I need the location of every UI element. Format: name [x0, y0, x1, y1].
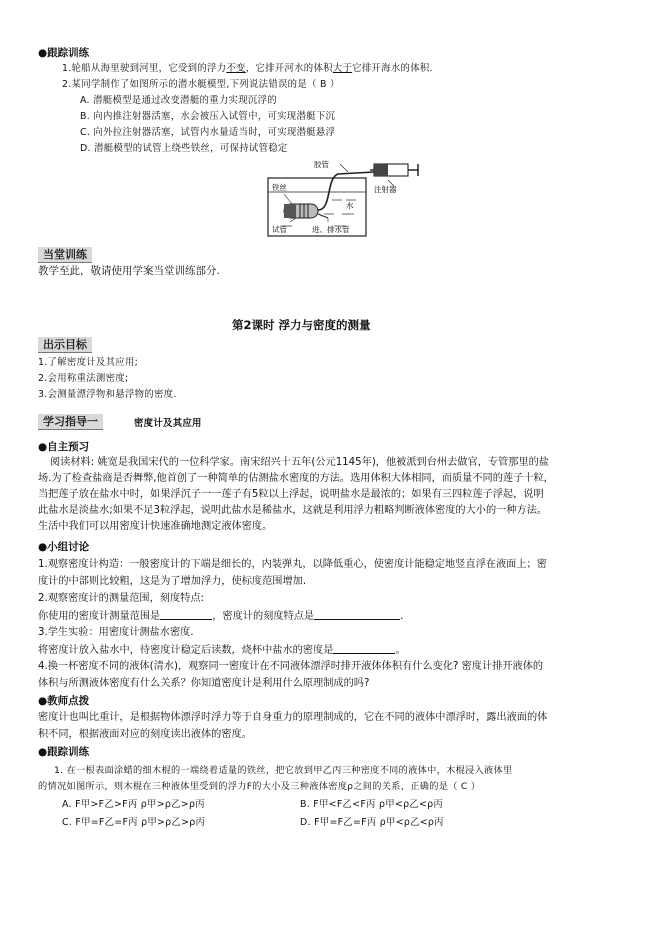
goal-3: 3.会测量漂浮物和悬浮物的密度. — [38, 389, 177, 400]
track-option-c: C. F甲=F乙=F丙 ρ甲>ρ乙>ρ丙 — [62, 817, 206, 828]
figure-label-pipe: 进、排水管 — [312, 225, 350, 234]
track-option-b: B. F甲<F乙<F丙 ρ甲<ρ乙<ρ丙 — [300, 799, 444, 810]
question-2-stem: 2.某同学制作了如图所示的潜水艇模型,下列说法错误的是（ B ） — [62, 79, 340, 90]
figure-label-syringe: 注射器 — [374, 185, 397, 194]
self-preview-heading: ●自主预习 — [38, 441, 90, 453]
preview-line-3: 当把莲子放在盐水中时，如果浮沉子一一莲子有5粒以上浮起，说明盐水是最浓的；如果有三四粒莲子浮起，说明 — [38, 489, 544, 500]
track-heading-2: ●跟踪训练 — [38, 746, 90, 758]
goal-1: 1.了解密度计及其应用; — [38, 357, 139, 368]
track-option-a: A. F甲>F乙>F丙 ρ甲>ρ乙>ρ丙 — [62, 799, 205, 810]
section-tag-objectives: 出示目标 — [38, 337, 92, 353]
submarine-model-figure — [262, 158, 422, 240]
track-option-d: D. F甲=F乙=F丙 ρ甲<ρ乙<ρ丙 — [300, 817, 444, 828]
class-practice-text: 教学至此，敬请使用学案当堂训练部分. — [38, 265, 220, 277]
discussion-3-title: 3.学生实验：用密度计测盐水密度. — [38, 627, 194, 638]
blank-density[interactable] — [333, 643, 395, 654]
option-a: A. 潜艇模型是通过改变潜艇的重力实现沉浮的 — [80, 95, 277, 106]
answer-1a: 不变 — [226, 63, 246, 74]
discussion-1-line-1: 1.观察密度计构造：一般密度计的下端是细长的，内装弹丸，以降低重心，使密度计能稳定地竖直浮在液面上；密 — [38, 559, 547, 570]
blank-scale[interactable] — [314, 609, 400, 620]
discussion-1-line-2: 度计的中部则比较粗，这是为了增加浮力，使标度范围增加. — [38, 576, 307, 587]
answer-1b: 大于 — [332, 63, 353, 74]
figure-label-water: 水 — [346, 201, 354, 210]
figure-label-wire: 铁丝 — [272, 183, 287, 192]
discussion-4-line-1: 4.换一杯密度不同的液体(清水)，观察同一密度计在不同液体漂浮时排开液体体积有什么变化? 密度计排开液体的 — [38, 661, 544, 672]
goal-2: 2.会用称重法测密度; — [38, 373, 129, 384]
group-discussion-heading: ●小组讨论 — [38, 541, 90, 553]
preview-line-2: 场.为了检查盐商是否舞弊,他首创了一种简单的估测盐水密度的方法。选用体积大体相同，而质量不同的莲子十粒， — [38, 473, 554, 484]
preview-line-5: 生活中我们可以用密度计快速准确地测定液体密度。 — [38, 521, 273, 532]
option-b: B. 向内推注射器活塞，水会被压入试管中，可实现潜艇下沉 — [80, 111, 336, 122]
section-tag-guide-1: 学习指导一 — [38, 414, 103, 430]
preview-line-1: 阅读材料: 姚宽是我国宋代的一位科学家。南宋绍兴十五年(公元1145年)，他被派到台州去做官，专管那里的盐 — [50, 457, 549, 468]
figure-label-test-tube: 试管 — [272, 225, 287, 234]
teacher-tips-line-1: 密度计也叫比重计，是根据物体漂浮时浮力等于自身重力的原理制成的，它在不同的液体中漂浮时，露出液面的体 — [38, 712, 548, 723]
section-tag-class-practice: 当堂训练 — [38, 247, 92, 263]
track-q1-line-2: 的情况如图所示，则木棍在三种液体里受到的浮力F的大小及三种液体密度ρ之间的关系，正确的是（ C ） — [38, 781, 481, 792]
teacher-tips-heading: ●教师点拨 — [38, 695, 90, 707]
discussion-3-body: 将密度计放入盐水中，待密度计稳定后读数，烧杯中盐水的密度是 。 — [38, 645, 406, 656]
discussion-4-line-2: 体积与所测液体密度有什么关系？你知道密度计是利用什么原理制成的吗? — [38, 678, 370, 689]
option-d: D. 潜艇模型的试管上绕些铁丝，可保持试管稳定 — [80, 143, 288, 154]
track-q1-line-1: 1. 在一根表面涂蜡的细木棍的一端绕着适量的铁丝，把它放到甲乙丙三种密度不同的液体中，木棍浸入液体里 — [54, 765, 513, 776]
preview-line-4: 此盐水是淡盐水;如果不足3粒浮起，说明此盐水是稀盐水，这就是利用浮力粗略判断液体密度的大小的一种方法。 — [38, 505, 548, 516]
discussion-2-body: 你使用的密度计测量范围是 ，密度计的刻度特点是 . — [38, 611, 404, 622]
track-heading-1: ●跟踪训练 — [38, 47, 90, 59]
discussion-2-title: 2.观察密度计的测量范围，刻度特点: — [38, 593, 204, 604]
guide-1-title: 密度计及其应用 — [134, 418, 202, 429]
question-1: 1.轮船从海里驶到河里，它受到的浮力不变，它排开河水的体积大于它排开海水的体积. — [62, 63, 433, 74]
blank-range[interactable] — [160, 609, 212, 620]
teacher-tips-line-2: 积不同，根据液面对应的刻度读出液体的密度。 — [38, 729, 252, 740]
figure-label-hose: 胶管 — [314, 160, 329, 169]
lesson-title: 第2课时 浮力与密度的测量 — [232, 318, 371, 332]
option-c: C. 向外拉注射器活塞，试管内水量适当时，可实现潜艇悬浮 — [80, 127, 336, 138]
